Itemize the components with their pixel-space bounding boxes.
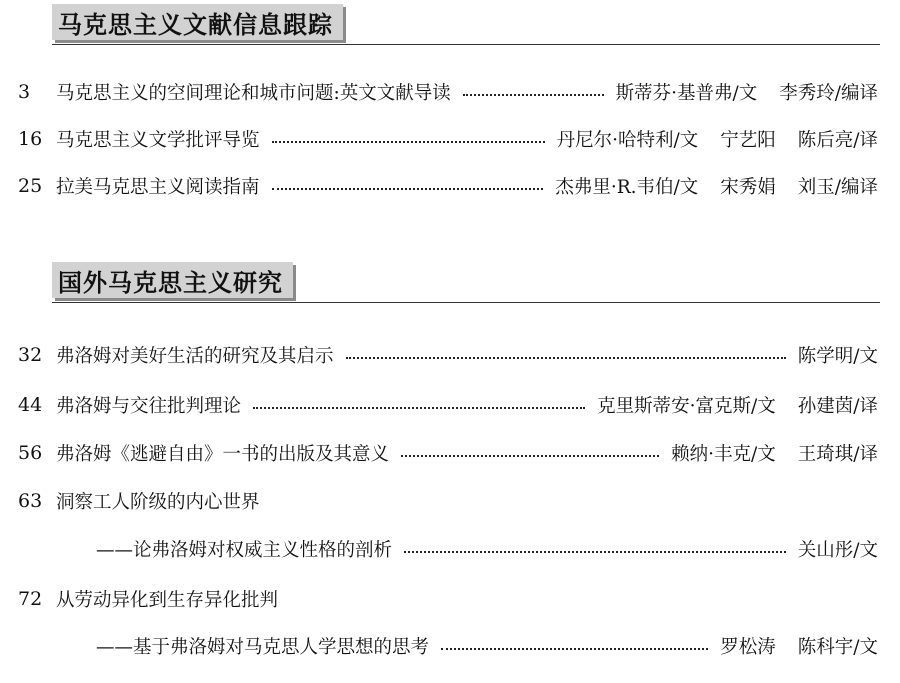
entry-author: 关山彤/文 xyxy=(797,540,878,561)
page-number: 16 xyxy=(18,128,43,150)
entry-author: 斯蒂芬·基普弗/文 xyxy=(615,83,758,104)
entry-author: 赖纳·丰克/文 xyxy=(671,444,776,465)
page-number: 25 xyxy=(18,175,43,197)
section-title-box xyxy=(52,262,293,298)
toc-entry[interactable] xyxy=(0,439,900,467)
section-divider xyxy=(52,44,880,45)
page-number: 72 xyxy=(18,588,43,610)
dot-leader xyxy=(346,357,786,359)
entry-translator: 孙建茵/译 xyxy=(797,396,878,417)
section-divider xyxy=(52,302,880,303)
entry-translator: 刘玉/编译 xyxy=(797,177,878,198)
entry-translator: 王琦琪/译 xyxy=(797,444,878,465)
entry-translator: 宋秀娟 xyxy=(720,177,776,198)
page-number: 63 xyxy=(18,490,43,512)
entry-title: 弗洛姆《逃避自由》一书的出版及其意义 xyxy=(56,444,390,465)
section-title: 国外马克思主义研究 xyxy=(58,267,283,297)
toc-entry[interactable] xyxy=(0,391,900,419)
toc-entry[interactable] xyxy=(0,78,900,106)
toc-entry-subtitle-row[interactable] xyxy=(0,535,900,563)
page-number: 32 xyxy=(18,344,43,366)
page-number: 56 xyxy=(18,442,43,464)
dot-leader xyxy=(272,188,544,190)
dot-leader xyxy=(253,407,585,409)
dot-leader xyxy=(441,648,708,650)
entry-title: 弗洛姆与交往批判理论 xyxy=(56,396,242,417)
entry-title: 洞察工人阶级的内心世界 xyxy=(56,492,260,513)
entry-subtitle: ——基于弗洛姆对马克思人学思想的思考 xyxy=(96,637,430,658)
entry-translator: 李秀玲/编译 xyxy=(779,83,878,104)
entry-title: 拉美马克思主义阅读指南 xyxy=(56,177,260,198)
entry-subtitle: ——论弗洛姆对权威主义性格的剖析 xyxy=(96,540,393,561)
entry-title: 马克思主义文学批评导览 xyxy=(56,130,260,151)
dot-leader xyxy=(401,455,659,457)
entry-author: 克里斯蒂安·富克斯/文 xyxy=(597,396,776,417)
toc-entry[interactable] xyxy=(0,487,900,515)
entry-author: 陈科宇/文 xyxy=(797,637,878,658)
dot-leader xyxy=(404,551,786,553)
page-number: 44 xyxy=(18,394,43,416)
toc-entry[interactable] xyxy=(0,341,900,369)
entry-author: 罗松涛 xyxy=(720,637,776,658)
entry-title: 马克思主义的空间理论和城市问题:英文文献导读 xyxy=(56,83,451,104)
dot-leader xyxy=(272,141,545,143)
entry-title: 弗洛姆对美好生活的研究及其启示 xyxy=(56,346,334,367)
toc-entry-subtitle-row[interactable] xyxy=(0,632,900,660)
section-title: 马克思主义文献信息跟踪 xyxy=(58,9,333,39)
entry-author: 陈学明/文 xyxy=(797,346,878,367)
toc-entry[interactable] xyxy=(0,172,900,200)
entry-author: 杰弗里·R.韦伯/文 xyxy=(555,177,699,198)
entry-author: 丹尼尔·哈特利/文 xyxy=(556,130,699,151)
entry-translator: 陈后亮/译 xyxy=(797,130,878,151)
toc-entry[interactable] xyxy=(0,125,900,153)
entry-title: 从劳动异化到生存异化批判 xyxy=(56,590,279,611)
toc-entry[interactable] xyxy=(0,585,900,613)
section-title-box xyxy=(52,4,343,40)
entry-translator: 宁艺阳 xyxy=(720,130,776,151)
dot-leader xyxy=(463,94,604,96)
page-number: 3 xyxy=(18,81,31,103)
